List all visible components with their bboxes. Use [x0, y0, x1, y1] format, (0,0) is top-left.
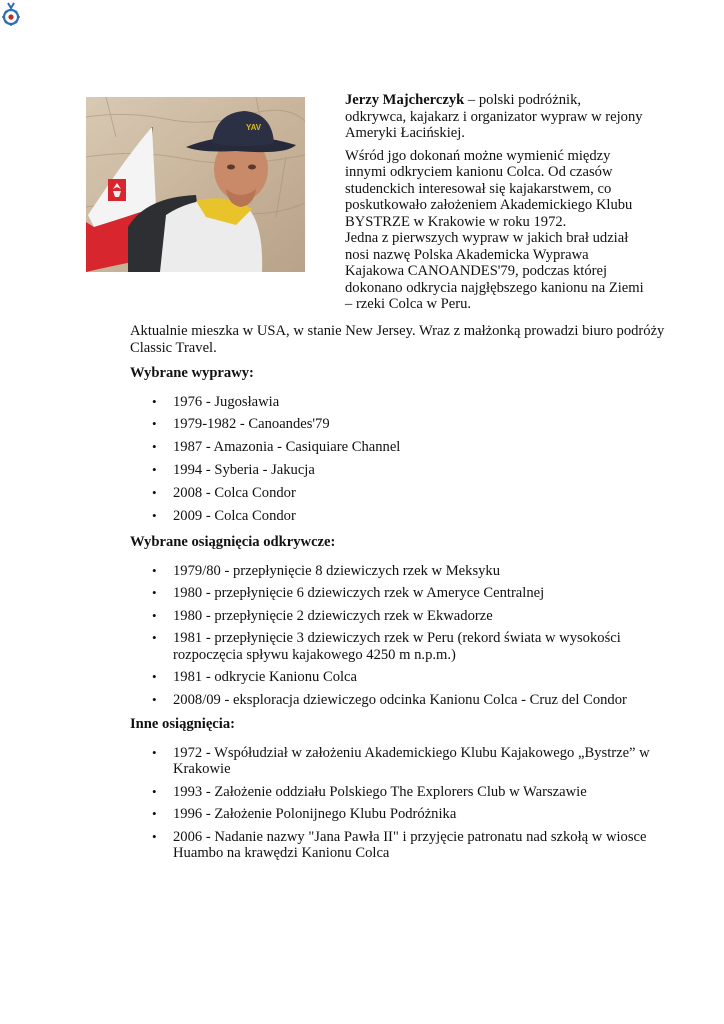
person-name: Jerzy Majcherczyk [345, 92, 465, 108]
list-item: • 1987 - Amazonia - Casiquiare Channel [130, 439, 670, 456]
list-item: • 1976 - Jugosławia [130, 394, 670, 411]
list-item: • 1979-1982 - Canoandes'79 [130, 416, 670, 433]
achievements-list [130, 563, 670, 709]
list-item: • 1979/80 - przepłynięcie 8 dziewiczych rzek w Meksyku [130, 563, 670, 580]
list-item: • 1981 - odkrycie Kanionu Colca [130, 669, 670, 686]
list-item: • 1972 - Współudział w założeniu Akademickiego Klubu Kajakowego „Bystrze” w Krakowie [130, 745, 670, 778]
list-item: • 1993 - Założenie oddziału Polskiego The Explorers Club w Warszawie [130, 784, 670, 801]
achievements-heading: Wybrane osiągnięcia odkrywcze: [130, 534, 336, 551]
intro-column [345, 92, 645, 319]
list-item: • 1994 - Syberia - Jakucja [130, 462, 670, 479]
list-item: • 2006 - Nadanie nazwy "Jana Pawła II" i przyjęcie patronatu nad szkołą w wiosce Huambo na krawędzi Kanionu Colca [130, 829, 670, 862]
wikimedia-commons-icon[interactable] [2, 2, 20, 26]
intro-paragraph [345, 92, 645, 142]
other-achievements-heading: Inne osiągnięcia: [130, 716, 235, 733]
list-item: • 1980 - przepłynięcie 2 dziewiczych rzek w Ekwadorze [130, 608, 670, 625]
intro-lead: – polski podróżnik, odkrywca, kajakarz i organizator wypraw w rejony Ameryki Łacińskiej. [345, 92, 643, 141]
list-item: • 1996 - Założenie Polonijnego Klubu Podróżnika [130, 806, 670, 823]
other-achievements-list [130, 745, 670, 862]
list-item: • 1980 - przepłynięcie 6 dziewiczych rzek w Ameryce Centralnej [130, 585, 670, 602]
expedition-paragraph: Jedna z pierwszych wypraw w jakich brał udział nosi nazwę Polska Akademicka Wyprawa Kajakowa CANOANDES'79, podczas której dokonano odkrycia najgłębszego kanionu na Ziemi – rzeki Colca w Peru. [345, 230, 644, 312]
expeditions-heading: Wybrane wyprawy: [130, 365, 254, 381]
main-content [130, 323, 670, 868]
achievements-paragraph: Wśród jgo dokonań możne wymienić między innymi odkryciem kanionu Colca. Od czasów studenckich interesował się kajakarstwem, co poskutkowało założeniem Akademickiego Klubu BYSTRZE w Krakowie w roku 1972. [345, 147, 633, 230]
list-item: • 2008/09 - eksploracja dziewiczego odcinka Kanionu Colca - Cruz del Condor [130, 692, 670, 709]
expeditions-list [130, 394, 670, 525]
list-item: • 2008 - Colca Condor [130, 485, 670, 502]
residence-paragraph: Aktualnie mieszka w USA, w stanie New Jersey. Wraz z małżonką prowadzi biuro podróży Classic Travel. [130, 323, 665, 356]
svg-text:YAV: YAV [246, 123, 262, 132]
list-item: • 2009 - Colca Condor [130, 508, 670, 525]
list-item: • 1981 - przepłynięcie 3 dziewiczych rzek w Peru (rekord świata w wysokości rozpoczęcia spływu kajakowego 4250 m n.p.m.) [130, 630, 670, 663]
portrait-photo [86, 97, 305, 272]
